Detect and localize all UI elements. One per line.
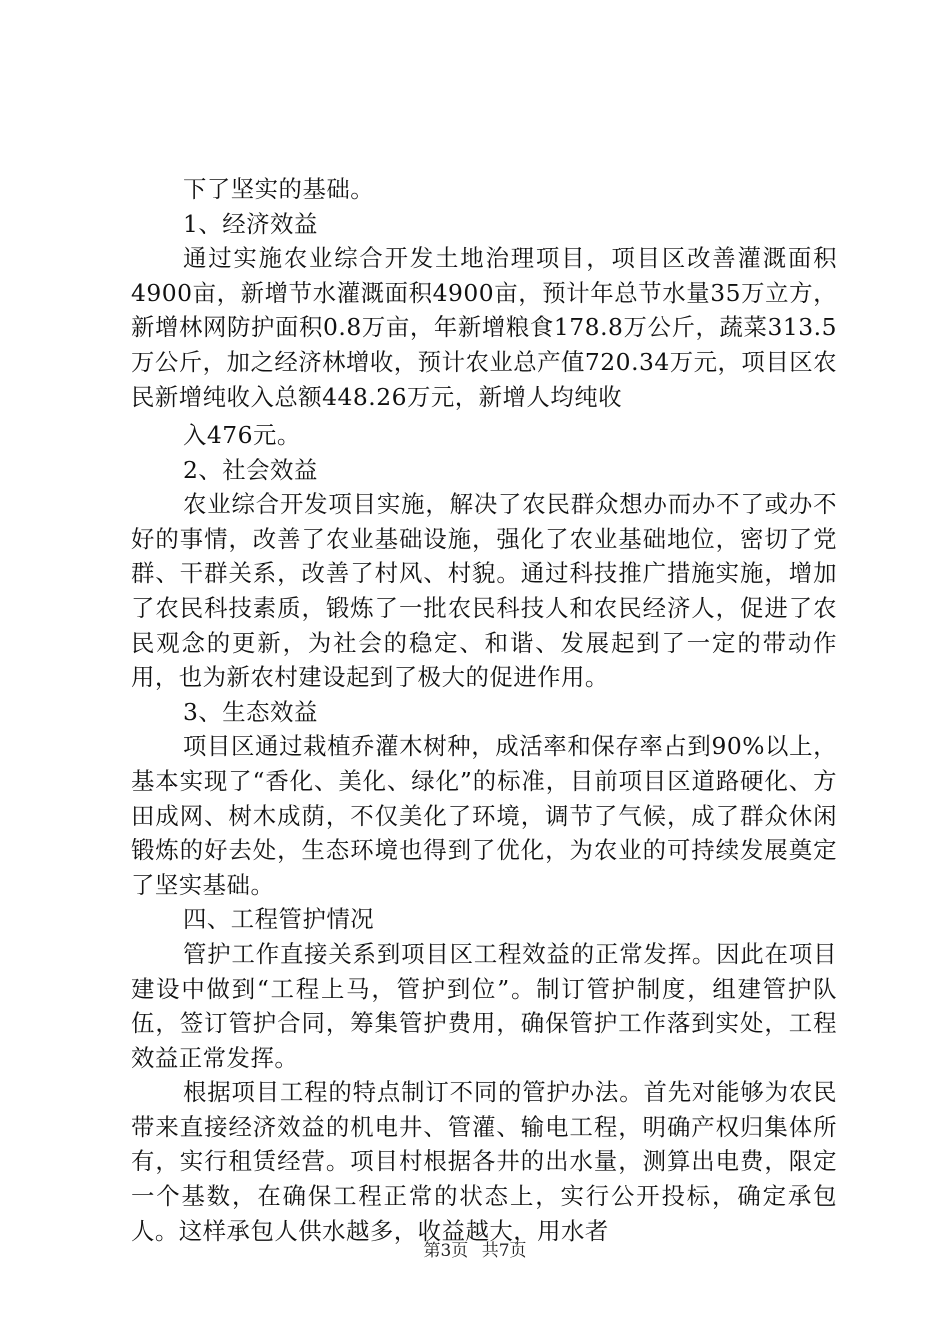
paragraph-ecological-benefit: 项目区通过栽植乔灌木树种，成活率和保存率占到90%以上，基本实现了“香化、美化、绿化”的标准，目前项目区道路硬化、方田成网、树木成荫，不仅美化了环境，调节了气候，成了群众休闲锻炼的好去处，生态环境也得到了优化，为农业的可持续发展奠定了坚实基础。 (131, 732, 837, 899)
page-total: 共7页 (481, 1241, 527, 1261)
paragraph-income-end: 入476元。 (183, 421, 301, 449)
page-number: 第3页 (423, 1241, 469, 1261)
paragraph-economic-benefit: 通过实施农业综合开发土地治理项目，项目区改善灌溉面积4900亩，新增节水灌溉面积4900亩，预计年总节水量35万立方，新增林网防护面积0.8万亩，年新增粮食178.8万公斤，蔬菜313.5万公斤，加之经济林增收，预计农业总产值720.34万元，项目区农民新增纯收入总额448.26万元，新增人均纯收 (131, 244, 837, 411)
paragraph-maintenance-overview: 管护工作直接关系到项目区工程效益的正常发挥。因此在项目建设中做到“工程上马，管护到位”。制订管护制度，组建管护队伍，签订管护合同，筹集管护费用，确保管护工作落到实处，工程效益正常发挥。 (131, 939, 837, 1072)
paragraph-social-benefit: 农业综合开发项目实施，解决了农民群众想办而办不了或办不好的事情，改善了农业基础设施，强化了农业基础地位，密切了党群、干群关系，改善了村风、村貌。通过科技推广措施实施，增加了农民科技素质，锻炼了一批农民科技人和农民经济人，促进了农民观念的更新，为社会的稳定、和谐、发展起到了一定的带动作用，也为新农村建设起到了极大的促进作用。 (131, 490, 837, 692)
heading-project-maintenance: 四、工程管护情况 (183, 905, 375, 934)
paragraph-continuation: 下了坚实的基础。 (183, 175, 375, 203)
text-block-main (131, 418, 837, 1248)
page-footer (0, 1236, 950, 1261)
paragraph-maintenance-methods: 根据项目工程的特点制订不同的管护办法。首先对能够为农民带来直接经济效益的机电井、管灌、输电工程，明确产权归集体所有，实行租赁经营。项目村根据各井的出水量，测算出电费，限定一个基数，在确保工程正常的状态上，实行公开投标，确定承包人。这样承包人供水越多，收益越大，用水者 (131, 1078, 837, 1245)
text-block-top (131, 172, 837, 414)
heading-economic-benefit: 1、经济效益 (183, 209, 318, 238)
heading-ecological-benefit: 3、生态效益 (183, 697, 318, 726)
heading-social-benefit: 2、社会效益 (183, 455, 318, 484)
